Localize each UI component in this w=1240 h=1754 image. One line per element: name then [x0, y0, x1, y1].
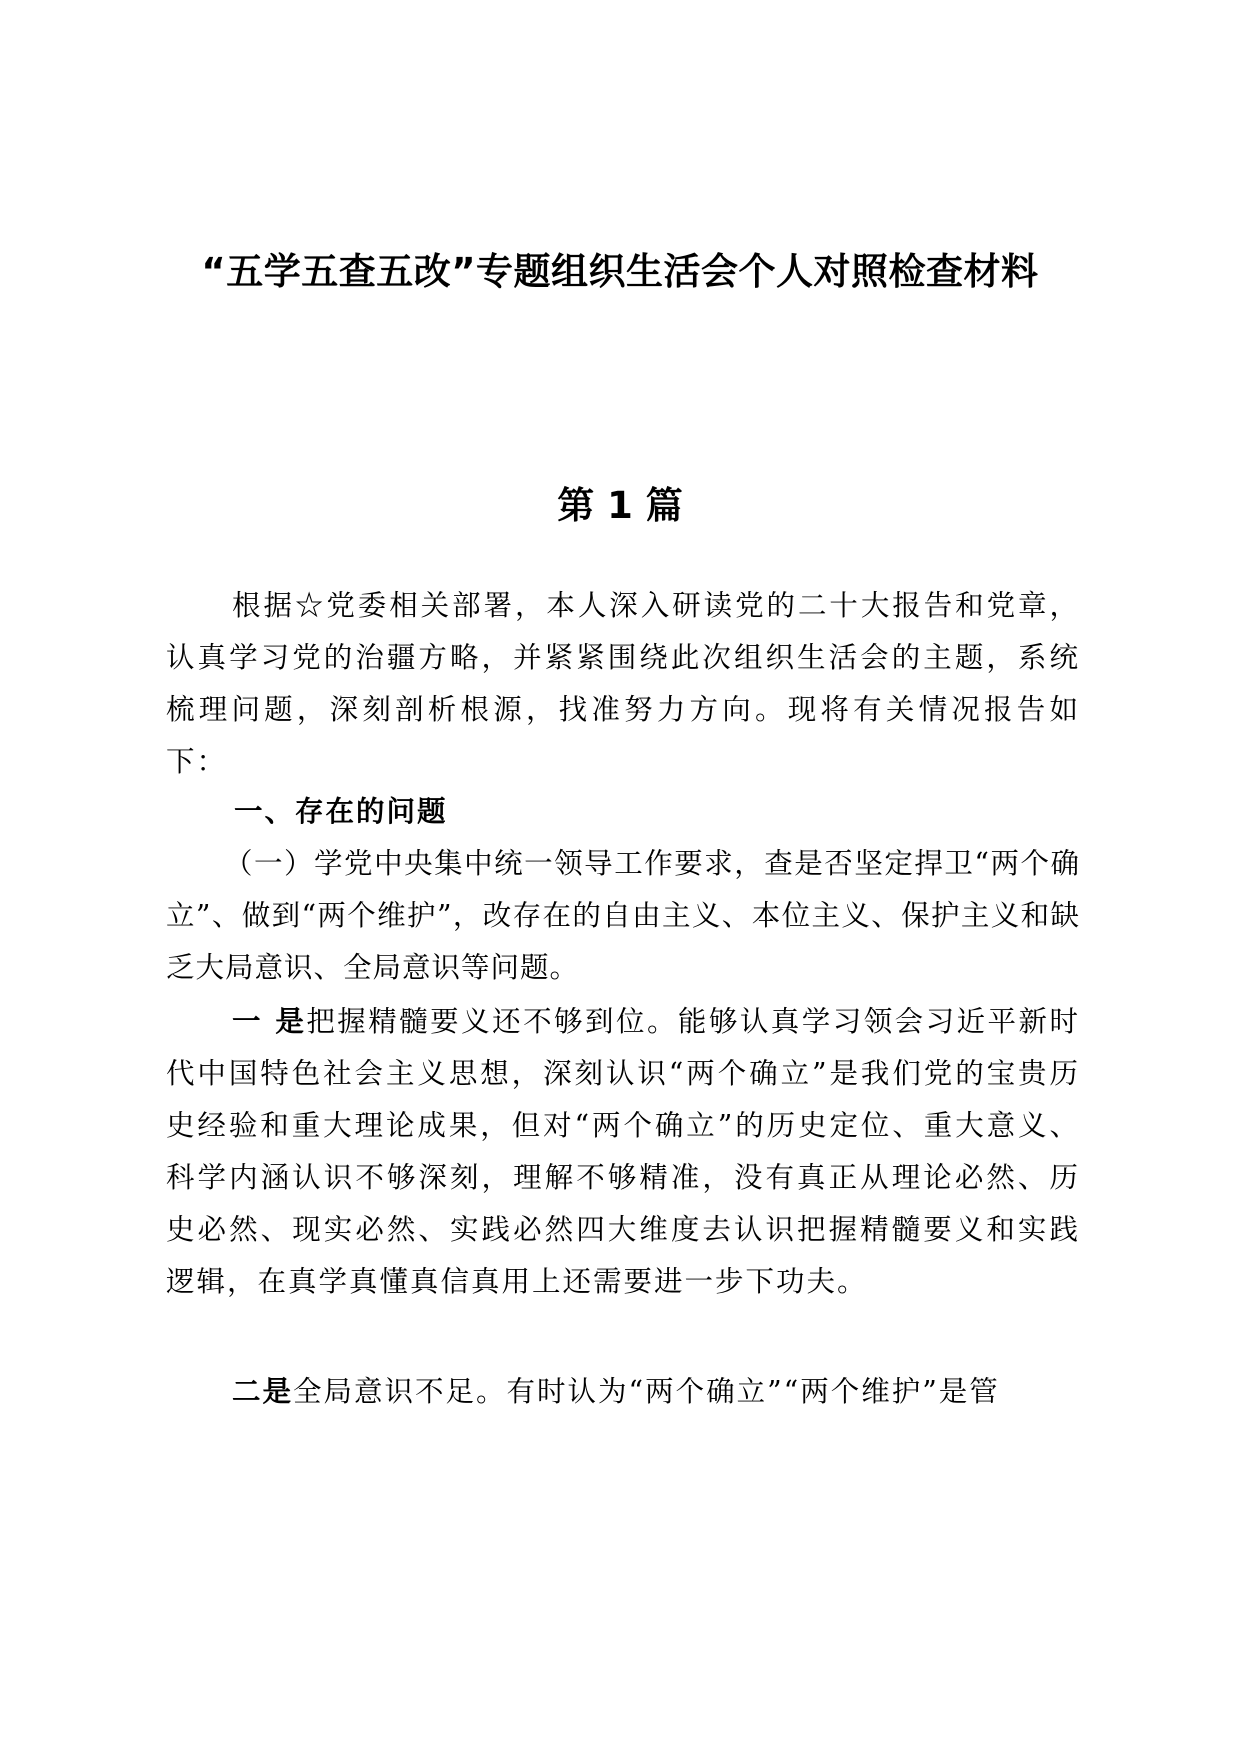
point-1-paragraph: [166, 996, 1080, 1308]
point-1-text: 把握精髓要义还不够到位。能够认真学习领会习近平新时代中国特色社会主义思想，深刻认识“两个确立”是我们党的宝贵历史经验和重大理论成果，但对“两个确立”的历史定位、重大意义、科学内涵认识不够深刻，理解不够精准，没有真正从理论必然、历史必然、现实必然、实践必然四大维度去认识把握精髓要义和实践逻辑，在真学真懂真信真用上还需要进一步下功夫。: [166, 1005, 1080, 1298]
point-2-text: 全局意识不足。有时认为“两个确立”“两个维护”是管: [293, 1375, 1000, 1408]
point-1-lead: 一 是: [232, 1005, 307, 1038]
section-title: 第 1 篇: [557, 484, 683, 527]
point-2-lead: 二是: [232, 1375, 294, 1408]
document-title: “五学五查五改”专题组织生活会个人对照检查材料: [201, 250, 1039, 293]
sub-heading-1: （一）学党中央集中统一领导工作要求，查是否坚定捍卫“两个确立”、做到“两个维护”，改存在的自由主义、本位主义、保护主义和缺乏大局意识、全局意识等问题。: [166, 847, 1080, 984]
heading-existing-problems: 一、存在的问题: [234, 795, 448, 828]
point-2-paragraph: [166, 1366, 1080, 1418]
intro-paragraph: 根据☆党委相关部署，本人深入研读党的二十大报告和党章，认真学习党的治疆方略，并紧紧围绕此次组织生活会的主题，系统梳理问题，深刻剖析根源，找准努力方向。现将有关情况报告如下：: [166, 589, 1080, 778]
